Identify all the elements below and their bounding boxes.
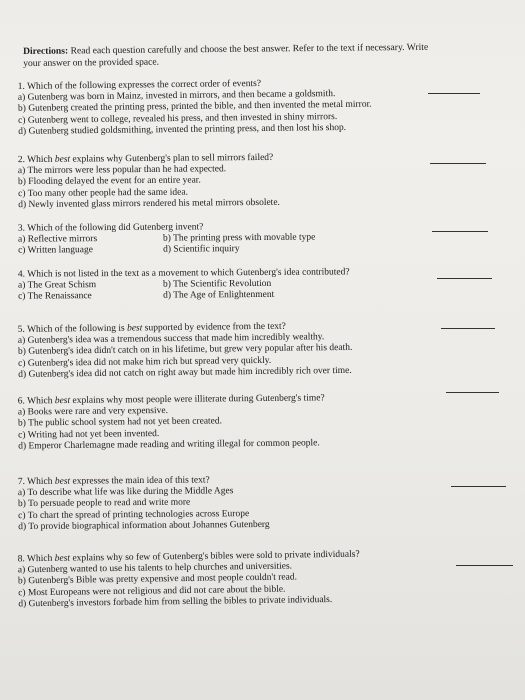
- option-d: d) Emperor Charlemagne made reading and writing illegal for common people.: [18, 438, 320, 452]
- option-a: a) Gutenberg wanted to use his talents to help churches and universities.: [17, 561, 293, 576]
- question-1: [18, 76, 499, 138]
- stem-text: 6. Which: [17, 396, 55, 407]
- option-c: c) Writing had not yet been invented.: [18, 428, 160, 441]
- option-d: d) Newly invented glass mirrors rendered his metal mirrors obsolete.: [18, 197, 280, 210]
- option-d: d) Gutenberg's investors forbade him from selling the bibles to private individuals.: [18, 594, 333, 610]
- stem-emphasis: best: [54, 395, 71, 407]
- option-a: a) Books were rare and very expensive.: [17, 406, 169, 418]
- directions-line2: your answer on the provided space.: [23, 56, 160, 69]
- option-c: c) Gutenberg's idea did not make him rich but spread very quickly.: [18, 355, 272, 369]
- option-a: a) To describe what life was like during the Middle Ages: [17, 486, 234, 499]
- option-b: b) To persuade people to read and write more: [17, 497, 191, 510]
- option-d: d) Gutenberg's idea did not catch on right away but made him incredibly rich over time.: [18, 365, 352, 380]
- directions: [23, 41, 493, 69]
- answer-blank-7[interactable]: [451, 486, 506, 487]
- option-c: c) To chart the spread of printing technologies across Europe: [18, 508, 250, 521]
- question-7: [18, 473, 498, 533]
- question-stem: 4. Which is not listed in the text as a movement to which Gutenberg's idea contributed?: [17, 267, 350, 280]
- option-a: a) Reflective mirrors: [17, 234, 98, 245]
- option-b: b) Gutenberg's idea didn't catch on in his lifetime, but grew very popular after his death.: [17, 343, 353, 358]
- answer-blank-2[interactable]: [430, 163, 486, 164]
- stem-text: explains why most people were illiterate during Gutenberg's time?: [70, 393, 325, 406]
- option-c: c) Too many other people had the same idea.: [18, 187, 188, 199]
- option-d: d) Scientific inquiry: [163, 244, 240, 256]
- stem-text: explains why so few of Gutenberg's bibles were sold to private individuals?: [69, 549, 360, 564]
- stem-emphasis: best: [54, 154, 71, 165]
- question-2: [18, 151, 498, 211]
- question-stem: 1. Which of the following expresses the correct order of events?: [17, 78, 262, 92]
- stem-emphasis: best: [54, 553, 71, 564]
- answer-blank-1[interactable]: [428, 93, 480, 94]
- option-c: c) Written language: [18, 245, 94, 257]
- option-c: c) Most Europeans were not religious and did not care about the bible.: [18, 584, 286, 598]
- option-a: a) Gutenberg's idea was a tremendous success that made him incredibly wealthy.: [17, 332, 325, 347]
- stem-text: 7. Which: [17, 476, 55, 488]
- option-c: c) Gutenberg went to college, revealed his press, and then invested in shiny mirrors.: [18, 111, 338, 126]
- option-c: c) The Renaissance: [18, 291, 92, 303]
- stem-text: supported by evidence from the text?: [142, 321, 286, 334]
- stem-text: 2. Which: [17, 154, 55, 166]
- option-b: b) Flooding delayed the event for an entire year.: [17, 175, 201, 188]
- question-stem: 3. Which of the following did Gutenberg invent?: [17, 222, 204, 234]
- stem-emphasis: best: [54, 476, 71, 487]
- option-a: a) The Great Schism: [17, 280, 97, 291]
- question-4: [18, 266, 498, 303]
- answer-blank-4[interactable]: [437, 278, 492, 279]
- answer-blank-3[interactable]: [432, 231, 488, 232]
- directions-label: Directions:: [23, 45, 69, 57]
- question-6: [18, 391, 499, 452]
- option-d: d) To provide biographical information about Johannes Gutenberg: [18, 519, 270, 532]
- option-b: b) The Scientific Revolution: [162, 279, 272, 290]
- question-8: [18, 548, 499, 611]
- answer-blank-5[interactable]: [441, 328, 495, 329]
- option-d: d) Gutenberg studied goldsmithing, invented the printing press, and then lost his shop.: [18, 122, 347, 137]
- option-b: b) Gutenberg created the printing press, printed the bible, and then invented the metal mirror.: [17, 100, 372, 115]
- option-a: a) Gutenberg was born in Mainz, invested in mirrors, and then became a goldsmith.: [17, 89, 336, 104]
- answer-blank-8[interactable]: [456, 565, 513, 566]
- stem-text: expresses the main idea of this text?: [70, 475, 210, 487]
- option-b: b) The printing press with movable type: [162, 232, 316, 244]
- option-b: b) Gutenberg's Bible was pretty expensive and most people couldn't read.: [17, 572, 298, 587]
- stem-emphasis: best: [126, 323, 143, 334]
- question-5: [18, 319, 499, 381]
- stem-text: explains why Gutenberg's plan to sell mirrors failed?: [70, 152, 274, 165]
- option-d: d) The Age of Enlightenment: [163, 290, 275, 302]
- stem-text: 8. Which: [17, 553, 55, 565]
- stem-text: 5. Which of the following is: [17, 323, 128, 335]
- directions-line1: Read each question carefully and choose the best answer. Refer to the text if necessary. Write: [68, 41, 429, 57]
- question-3: [18, 220, 498, 257]
- option-b: b) The public school system had not yet been created.: [17, 416, 223, 429]
- answer-blank-6[interactable]: [446, 392, 499, 393]
- option-a: a) The mirrors were less popular than he had expected.: [17, 164, 227, 177]
